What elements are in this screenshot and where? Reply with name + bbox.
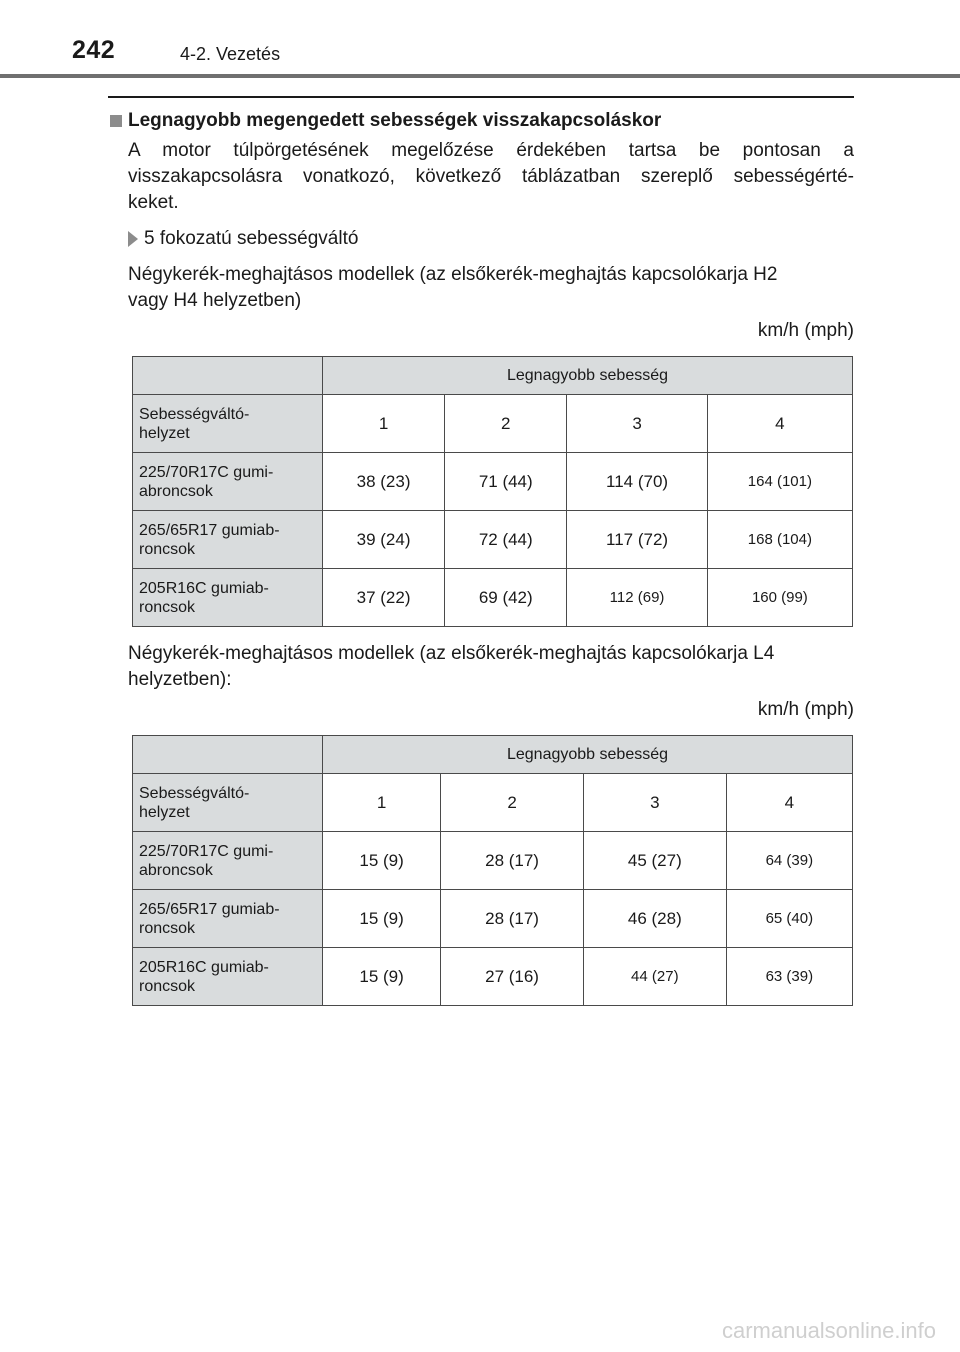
table-row: [133, 453, 853, 511]
value-cell: 38 (23): [323, 453, 445, 511]
intro-line: keket.: [128, 192, 179, 213]
square-bullet-icon: [110, 115, 122, 127]
triangle-bullet-icon: [128, 231, 138, 247]
table-corner-cell: [133, 736, 323, 774]
speed-table-l4: [132, 735, 853, 1006]
row-label: 225/70R17C gumi- abroncsok: [133, 832, 323, 890]
desc-line: helyzetben):: [128, 669, 232, 690]
intro-paragraph: [108, 138, 854, 216]
value-cell: 64 (39): [726, 832, 852, 890]
table2-unit: km/h (mph): [757, 699, 854, 720]
value-cell: 46 (28): [583, 890, 726, 948]
table-row: [133, 890, 853, 948]
value-cell: 63 (39): [726, 948, 852, 1006]
table-header-row: [133, 736, 853, 774]
gear-cell: 3: [583, 774, 726, 832]
row-label: 265/65R17 gumiab- roncsok: [133, 511, 323, 569]
table-row: [133, 832, 853, 890]
row-label: Sebességváltó- helyzet: [133, 395, 323, 453]
section-title: [108, 110, 854, 132]
table-row: [133, 948, 853, 1006]
value-cell: 65 (40): [726, 890, 852, 948]
value-cell: 15 (9): [323, 890, 441, 948]
intro-line: visszakapcsolásra vonatkozó, következő táblázatban szereplő sebességérté-: [128, 166, 854, 187]
header-divider: [0, 74, 960, 78]
table-header: Legnagyobb sebesség: [323, 357, 853, 395]
page-content: [108, 96, 854, 1006]
section-divider: [108, 96, 854, 98]
value-cell: 164 (101): [707, 453, 852, 511]
section-title-text: Legnagyobb megengedett sebességek visszakapcsoláskor: [128, 110, 662, 131]
intro-line: A motor túlpörgetésének megelőzése érdekében tartsa be pontosan a: [128, 140, 854, 161]
chapter-title: 4-2. Vezetés: [180, 44, 281, 64]
desc-line: vagy H4 helyzetben): [128, 290, 302, 311]
row-label: 225/70R17C gumi- abroncsok: [133, 453, 323, 511]
value-cell: 39 (24): [323, 511, 445, 569]
gear-cell: 2: [445, 395, 567, 453]
gear-cell: 3: [567, 395, 707, 453]
row-label: 265/65R17 gumiab- roncsok: [133, 890, 323, 948]
gear-cell: 1: [323, 774, 441, 832]
value-cell: 168 (104): [707, 511, 852, 569]
value-cell: 117 (72): [567, 511, 707, 569]
value-cell: 71 (44): [445, 453, 567, 511]
table-row: [133, 569, 853, 627]
value-cell: 15 (9): [323, 832, 441, 890]
table1-unit: km/h (mph): [757, 320, 854, 341]
gear-cell: 4: [726, 774, 852, 832]
value-cell: 15 (9): [323, 948, 441, 1006]
value-cell: 28 (17): [441, 832, 584, 890]
table-header: Legnagyobb sebesség: [323, 736, 853, 774]
table-header-row: [133, 357, 853, 395]
row-label: 205R16C gumiab- roncsok: [133, 569, 323, 627]
table-row: [133, 774, 853, 832]
sub-heading-text: 5 fokozatú sebességváltó: [144, 228, 359, 249]
value-cell: 72 (44): [445, 511, 567, 569]
gear-cell: 4: [707, 395, 852, 453]
table1-description: [108, 262, 854, 314]
value-cell: 160 (99): [707, 569, 852, 627]
gear-cell: 1: [323, 395, 445, 453]
table-row: [133, 395, 853, 453]
row-label: Sebességváltó- helyzet: [133, 774, 323, 832]
value-cell: 28 (17): [441, 890, 584, 948]
value-cell: 114 (70): [567, 453, 707, 511]
speed-table-h2-h4: [132, 356, 853, 627]
row-label: 205R16C gumiab- roncsok: [133, 948, 323, 1006]
page-header: [0, 0, 960, 80]
table-row: [133, 511, 853, 569]
table-corner-cell: [133, 357, 323, 395]
desc-line: Négykerék-meghajtásos modellek (az elsőkerék-meghajtás kapcsolókarja L4: [128, 643, 775, 664]
value-cell: 37 (22): [323, 569, 445, 627]
value-cell: 69 (42): [445, 569, 567, 627]
page-number: 242: [72, 36, 116, 64]
sub-heading: [108, 226, 854, 252]
value-cell: 45 (27): [583, 832, 726, 890]
value-cell: 27 (16): [441, 948, 584, 1006]
table2-description: [108, 641, 854, 693]
value-cell: 112 (69): [567, 569, 707, 627]
desc-line: Négykerék-meghajtásos modellek (az elsőkerék-meghajtás kapcsolókarja H2: [128, 264, 778, 285]
value-cell: 44 (27): [583, 948, 726, 1006]
gear-cell: 2: [441, 774, 584, 832]
watermark: carmanualsonline.info: [721, 1318, 936, 1343]
